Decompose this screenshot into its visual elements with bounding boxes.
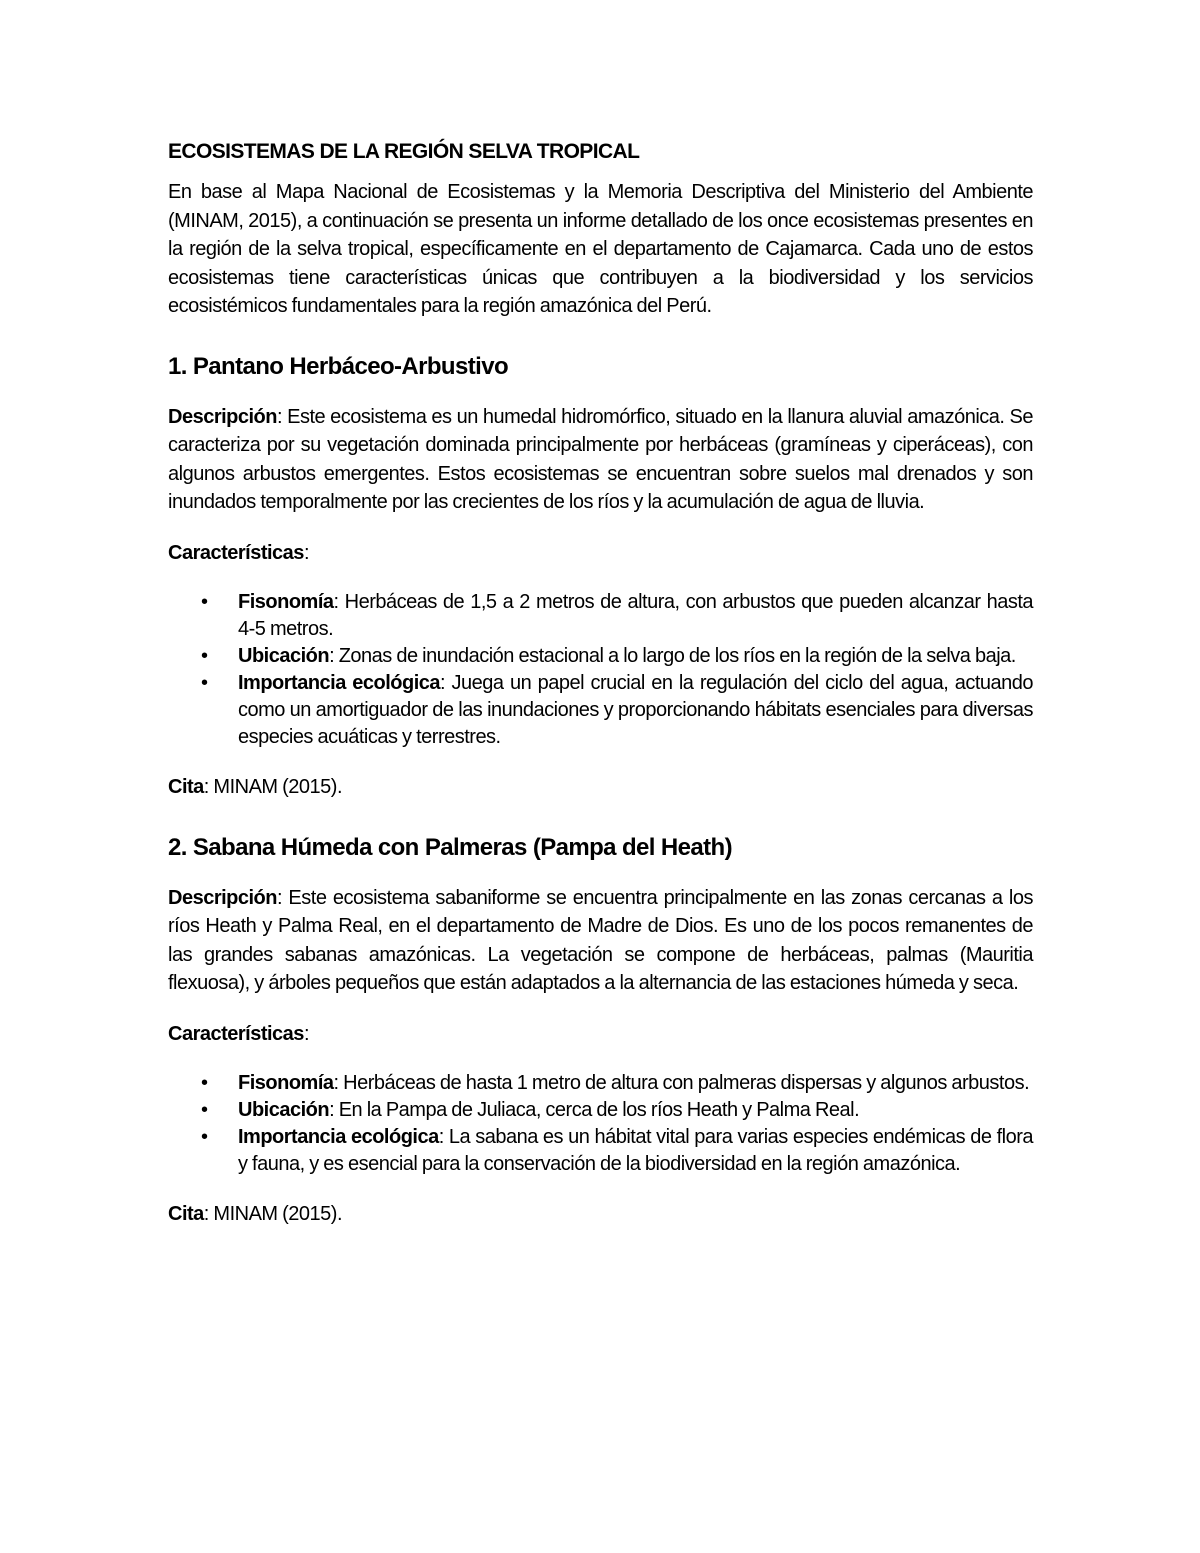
section-sabana	[168, 832, 1033, 1229]
physiognomy-label: Fisonomía	[238, 591, 334, 613]
citation	[168, 773, 1033, 802]
list-item-physiognomy	[168, 589, 1033, 643]
description-text: : Este ecosistema sabaniforme se encuentra principalmente en las zonas cercanas a los ríos Heath y Palma Real, en el departamento de Madre de Dios. Es uno de los pocos remanentes de las grandes sabanas amazónicas. La vegetación se compone de herbáceas, palmas (Mauritia flexuosa), y árboles pequeños que están adaptados a la alternancia de las estaciones húmeda y seca.	[168, 886, 1033, 994]
bullet-icon: •	[201, 591, 208, 613]
location-label: Ubicación	[238, 645, 330, 667]
section-heading: 1. Pantano Herbáceo-Arbustivo	[168, 352, 509, 380]
location-text: : En la Pampa de Juliaca, cerca de los ríos Heath y Palma Real.	[329, 1099, 860, 1121]
bullet-icon: •	[201, 1099, 208, 1121]
characteristics-heading	[168, 539, 1033, 568]
importance-label: Importancia ecológica	[238, 1126, 439, 1148]
physiognomy-text: : Herbáceas de 1,5 a 2 metros de altura, con arbustos que pueden alcanzar hasta 4-5 metros.	[238, 591, 1033, 640]
location-label: Ubicación	[238, 1099, 330, 1121]
characteristics-heading	[168, 1020, 1033, 1049]
importance-text: : Juega un papel crucial en la regulación del ciclo del agua, actuando como un amortiguador de las inundaciones y proporcionando hábitats esenciales para diversas especies acuáticas y terrestres.	[238, 672, 1033, 748]
document-body	[168, 138, 1033, 1259]
citation-text: : MINAM (2015).	[203, 776, 342, 798]
bullet-icon: •	[201, 1126, 208, 1148]
document-title: ECOSISTEMAS DE LA REGIÓN SELVA TROPICAL	[168, 140, 640, 163]
citation	[168, 1200, 1033, 1229]
citation-label: Cita	[168, 776, 204, 798]
description-label: Descripción	[168, 886, 277, 909]
description-label: Descripción	[168, 405, 277, 428]
colon: :	[303, 541, 309, 564]
importance-text: : La sabana es un hábitat vital para varias especies endémicas de flora y fauna, y es esencial para la conservación de la biodiversidad en la región amazónica.	[238, 1126, 1033, 1175]
section-pantano	[168, 351, 1033, 802]
characteristics-list	[168, 1070, 1033, 1178]
importance-label: Importancia ecológica	[238, 672, 441, 694]
bullet-icon: •	[201, 1072, 208, 1094]
location-text: : Zonas de inundación estacional a lo largo de los ríos en la región de la selva baja.	[329, 645, 1016, 667]
citation-label: Cita	[168, 1203, 204, 1225]
characteristics-list	[168, 589, 1033, 751]
physiognomy-text: : Herbáceas de hasta 1 metro de altura con palmeras dispersas y algunos arbustos.	[333, 1072, 1030, 1094]
list-item-importance	[168, 670, 1033, 751]
list-item-location	[168, 643, 1033, 670]
characteristics-label: Características	[168, 541, 304, 564]
bullet-icon: •	[201, 645, 208, 667]
description-text: : Este ecosistema es un humedal hidromórfico, situado en la llanura aluvial amazónica. Se caracteriza por su vegetación dominada principalmente por herbáceas (gramíneas y ciperáceas), con algunos arbustos emergentes. Estos ecosistemas se encuentran sobre suelos mal drenados y son inundados temporalmente por las crecientes de los ríos y la acumulación de agua de lluvia.	[168, 405, 1033, 513]
description-paragraph	[168, 403, 1033, 517]
list-item-location	[168, 1097, 1033, 1124]
list-item-importance	[168, 1124, 1033, 1178]
description-paragraph	[168, 884, 1033, 998]
list-item-physiognomy	[168, 1070, 1033, 1097]
bullet-icon: •	[201, 672, 208, 694]
colon: :	[303, 1022, 309, 1045]
physiognomy-label: Fisonomía	[238, 1072, 334, 1094]
characteristics-label: Características	[168, 1022, 304, 1045]
section-heading: 2. Sabana Húmeda con Palmeras (Pampa del Heath)	[168, 833, 733, 861]
intro-paragraph: En base al Mapa Nacional de Ecosistemas y la Memoria Descriptiva del Ministerio del Ambiente (MINAM, 2015), a continuación se presenta un informe detallado de los once ecosistemas presentes en la región de la selva tropical, específicamente en el departamento de Cajamarca. Cada uno de estos ecosistemas tiene características únicas que contribuyen a la biodiversidad y los servicios ecosistémicos fundamentales para la región amazónica del Perú.	[168, 181, 1033, 317]
citation-text: : MINAM (2015).	[203, 1203, 342, 1225]
